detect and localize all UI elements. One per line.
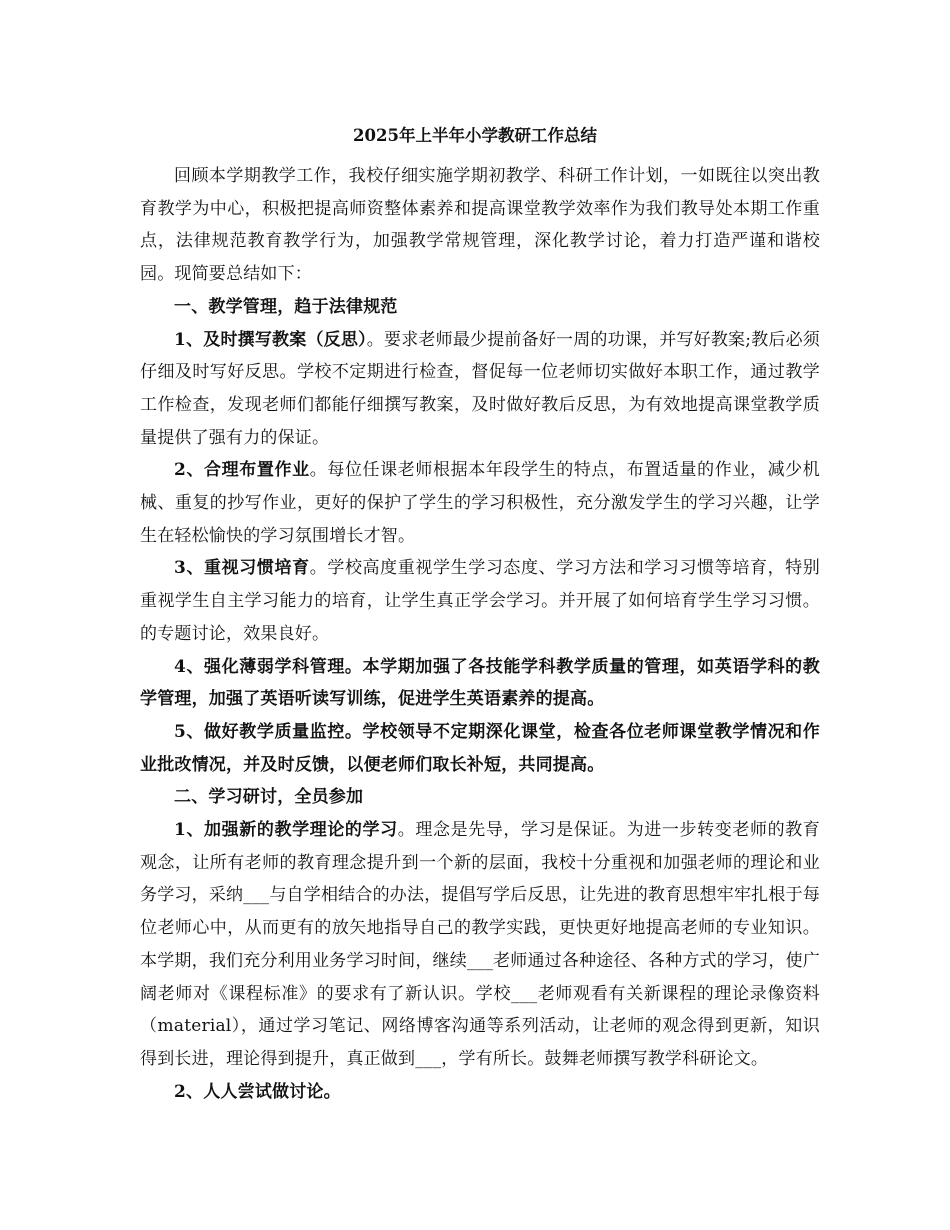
document-body xyxy=(140,160,820,1108)
paragraph-item: 2、合理布置作业。每位任课老师根据本年段学生的特点，布置适量的作业，减少机械、重复的抄写作业，更好的保护了学生的学习积极性，充分激发学生的学习兴趣，让学生在轻松愉快的学习氛围增长才智。 xyxy=(140,460,820,546)
paragraph-item: 3、重视习惯培育。学校高度重视学生学习态度、学习方法和学习习惯等培育，特别重视学生自主学习能力的培育，让学生真正学会学习。并开展了如何培育学生学习习惯。的专题讨论，效果良好。 xyxy=(140,558,820,644)
paragraph-intro: 回顾本学期教学工作，我校仔细实施学期初教学、科研工作计划，一如既往以突出教育教学为中心，积极把提高师资整体素养和提高课堂教学效率作为我们教导处本期工作重点，法律规范教育教学行为，加强教学常规管理，深化教学讨论，着力打造严谨和谐校园。现简要总结如下： xyxy=(140,166,820,285)
paragraph-item: 1、及时撰写教案（反思）。要求老师最少提前备好一周的功课，并写好教案;教后必须仔细及时写好反思。学校不定期进行检查，督促每一位老师切实做好本职工作，通过教学工作检查，发现老师们都能仔细撰写教案，及时做好教后反思，为有效地提高课堂教学质量提供了强有力的保证。 xyxy=(140,329,820,448)
paragraph-item: 5、做好教学质量监控。学校领导不定期深化课堂，检查各位老师课堂教学情况和作业批改情况，并及时反馈，以便老师们取长补短，共同提高。 xyxy=(140,721,820,775)
paragraph-item: 2、人人尝试做讨论。 xyxy=(174,1081,341,1102)
section-heading-1: 一、教学管理，趋于法律规范 xyxy=(174,296,398,317)
paragraph-item: 1、加强新的教学理论的学习。理念是先导，学习是保证。为进一步转变老师的教育观念，让所有老师的教育理念提升到一个新的层面，我校十分重视和加强老师的理论和业务学习，采纳___与自学相结合的办法，提倡写学后反思，让先进的教育思想牢牢扎根于每位老师心中，从而更有的放矢地指导自己的教学实践，更快更好地提高老师的专业知识。本学期，我们充分利用业务学习时间，继续___老师通过各种途径、各种方式的学习，使广阔老师对《课程标准》的要求有了新认识。学校___老师观看有关新课程的理论录像资料（material），通过学习笔记、网络博客沟通等系列活动，让老师的观念得到更新，知识得到长进，理论得到提升，真正做到___，学有所长。鼓舞老师撰写教学科研论文。 xyxy=(140,820,820,1069)
section-heading-2: 二、学习研讨，全员参加 xyxy=(174,787,364,808)
paragraph-item: 4、强化薄弱学科管理。本学期加强了各技能学科教学质量的管理，如英语学科的教学管理，加强了英语听读写训练，促进学生英语素养的提高。 xyxy=(140,656,820,710)
document-title: 2025年上半年小学教研工作总结 xyxy=(353,126,597,145)
